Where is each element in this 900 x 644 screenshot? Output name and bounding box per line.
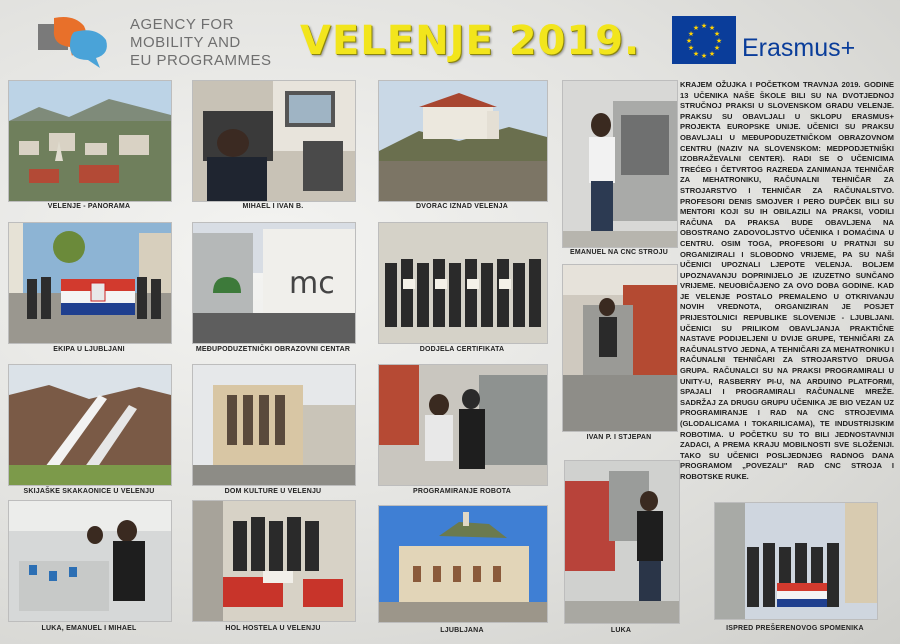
svg-text:★: ★ (708, 50, 716, 58)
svg-text:★: ★ (692, 24, 700, 32)
page-title: VELENJE 2019. (300, 18, 641, 64)
agency-name (130, 16, 272, 70)
agency-logo (30, 14, 120, 72)
agency-line-1: AGENCY FOR (130, 16, 234, 33)
svg-text:★: ★ (692, 50, 700, 58)
svg-text:★: ★ (700, 52, 708, 60)
photo-preseren-monument (714, 502, 878, 620)
photo-ivan-stjepan (562, 264, 678, 432)
caption-ljubljana: LJUBLJANA (440, 627, 484, 634)
photo-team-ljubljana (8, 222, 172, 344)
photo-ljubljana (378, 505, 548, 623)
photo-ski-jumps (8, 364, 172, 486)
caption-velenje-panorama: VELENJE - PANORAMA (47, 203, 131, 210)
caption-culture-house: DOM KULTURE U VELENJU (224, 488, 322, 495)
caption-ski-jumps: SKIJAŠKE SKAKAONICE U VELENJU (23, 488, 155, 495)
caption-ivan-stjepan: IVAN P. I STJEPAN (586, 434, 652, 441)
svg-text:★: ★ (687, 30, 695, 38)
photo-emanuel-cnc (562, 80, 678, 248)
erasmus-logo: Erasmus+ (742, 34, 856, 62)
svg-text:★: ★ (687, 44, 695, 52)
svg-text:★: ★ (713, 44, 721, 52)
caption-luka-emanuel-mihael: LUKA, EMANUEL I MIHAEL (41, 625, 137, 632)
caption-mihael-ivan: MIHAEL I IVAN B. (242, 203, 304, 210)
svg-text:★: ★ (700, 22, 708, 30)
agency-line-3: EU PROGRAMMES (130, 52, 272, 69)
caption-castle: DVORAC IZNAD VELENJA (416, 203, 508, 210)
photo-hostel-hall (192, 500, 356, 622)
caption-certificates: DODJELA CERTIFIKATA (419, 346, 505, 353)
caption-team-ljubljana: EKIPA U LJUBLJANI (53, 346, 125, 353)
photo-luka-emanuel-mihael (8, 500, 172, 622)
photo-castle-above-velenje (378, 80, 548, 202)
photo-velenje-panorama (8, 80, 172, 202)
agency-line-2: MOBILITY AND (130, 34, 241, 51)
photo-certificates (378, 222, 548, 344)
photo-robot-programming (378, 364, 548, 486)
photo-education-centre (192, 222, 356, 344)
caption-luka: LUKA (610, 627, 632, 634)
eu-flag-icon (672, 16, 736, 64)
svg-text:★: ★ (715, 37, 723, 45)
photo-culture-house (192, 364, 356, 486)
svg-text:★: ★ (708, 24, 716, 32)
photo-mihael-ivan (192, 80, 356, 202)
caption-robot-programming: PROGRAMIRANJE ROBOTA (413, 488, 511, 495)
caption-emanuel-cnc: EMANUEL NA CNC STROJU (570, 249, 668, 256)
svg-text:★: ★ (685, 37, 693, 45)
svg-text:mc: mc (289, 266, 335, 301)
caption-education-centre: MEĐUPODUZETNIČKI OBRAZOVNI CENTAR (195, 346, 351, 353)
caption-preseren-monument: ISPRED PREŠERENOVOG SPOMENIKA (726, 625, 864, 632)
photo-luka (564, 460, 680, 624)
caption-hostel-hall: HOL HOSTELA U VELENJU (225, 625, 321, 632)
article-text: KRAJEM OŽUJKA I POČETKOM TRAVNJA 2019. GODINE 13 UČENIKA NAŠE ŠKOLE BILI SU NA DVOTJEDNOJ STRUČNOJ PRAKSI U SLOVENSKOM GRADU VELENJE. PRAKSU SU OBAVLJALI U SKLOPU ERASMUS+ PROJEKTA EUROPSKE UNIJE. UČENICI SU PRAKSU OBAVLJALI U MEĐUPODUZETNIČKOM OBRAZOVNOM CENTRU (NAZIV NA SLOVENSKOM: MEDPODJETNIŠKI IZOBRAŽEVALNI CENTER). RADI SE O UČENICIMA TREĆEG I ČETVRTOG RAZREDA ZANIMANJA TEHNIČAR ZA MEHATRONIKU, RAČUNALNI TEHNIČAR ZA STROJARSTVO I TEHNIČAR ZA RAČUNALSTVO. PROFESORI DENIS SMOJVER I PERO DUPČEK BILI SU MENTORI KOJI SU IH OBILAZILI NA PRAKSI, VODILI RAČUNA DA PRAKSA BUDE OBAVLJENA NA OBOSTRANO ZADOVOLJSTVO UČENIKA I DOMAĆINA U CENTRU. OSIM TOGA, PROFESORI U PRATNJI SU ORGANIZIRALI I SLOBODNO VRIJEME, PA SU NAŠI UČENICI UPOZNALI LJEPOTE VELENJA. BOLJEM UPOZNAVANJU DOPRINIJELO JE IZUZETNO SUNČANO VRIJEME. NEUOBIČAJENO ZA OVO DOBA GODINE. KAD JE VELENJE POSTALO PREMALENO U OTKRIVANJU NOVIH VREDNOTA, ORGANIZIRAN JE POSJET PRIJESTOLNICI REPUBLIKE SLOVENIJE - LJUBLJANI. UČENICI SU PRILIKOM OBAVLJANJA PRAKTIČNE NASTAVE PODIJELJENI U DVIJE GRUPE, TEHNIČARI ZA RAČUNALSTVO JEDNA, A TEHNIČARI ZA MEHATRONIKU I RAČUNALNI TEHNIČARI ZA STROJARSTVO DRUGA GRUPA. RAČUNALCI SU NA PRAKSI PROGRAMIRALI U UNITY-U, RASBERRY PI-U, NA ARDUINO PLATFORMI, SPAJALI I PROGRAMIRALI RAČUNALNE MREŽE. SADRŽAJ ZA DRUGU GRUPU UČENIKA JE BIO VEZAN UZ PROGRAMIRANJE I RAD NA CNC STROJEVIMA (GLODALICAMA I TOKARILICAMA), TE INDUSTRIJSKIM ROBOTIMA. U POČETKU SU TO BILI JEDNOSTAVNIJI ZADACI, A PREMA KRAJU MOBILNOSTI SVE SLOŽENIJI. TAKO SU UČENICI POSLJEDNJEG RADNOG DANA PROGRAMOM „POVEZALI" RAD CNC STROJA I ROBOTSKE RUKE. (680, 80, 894, 481)
svg-text:★: ★ (713, 30, 721, 38)
